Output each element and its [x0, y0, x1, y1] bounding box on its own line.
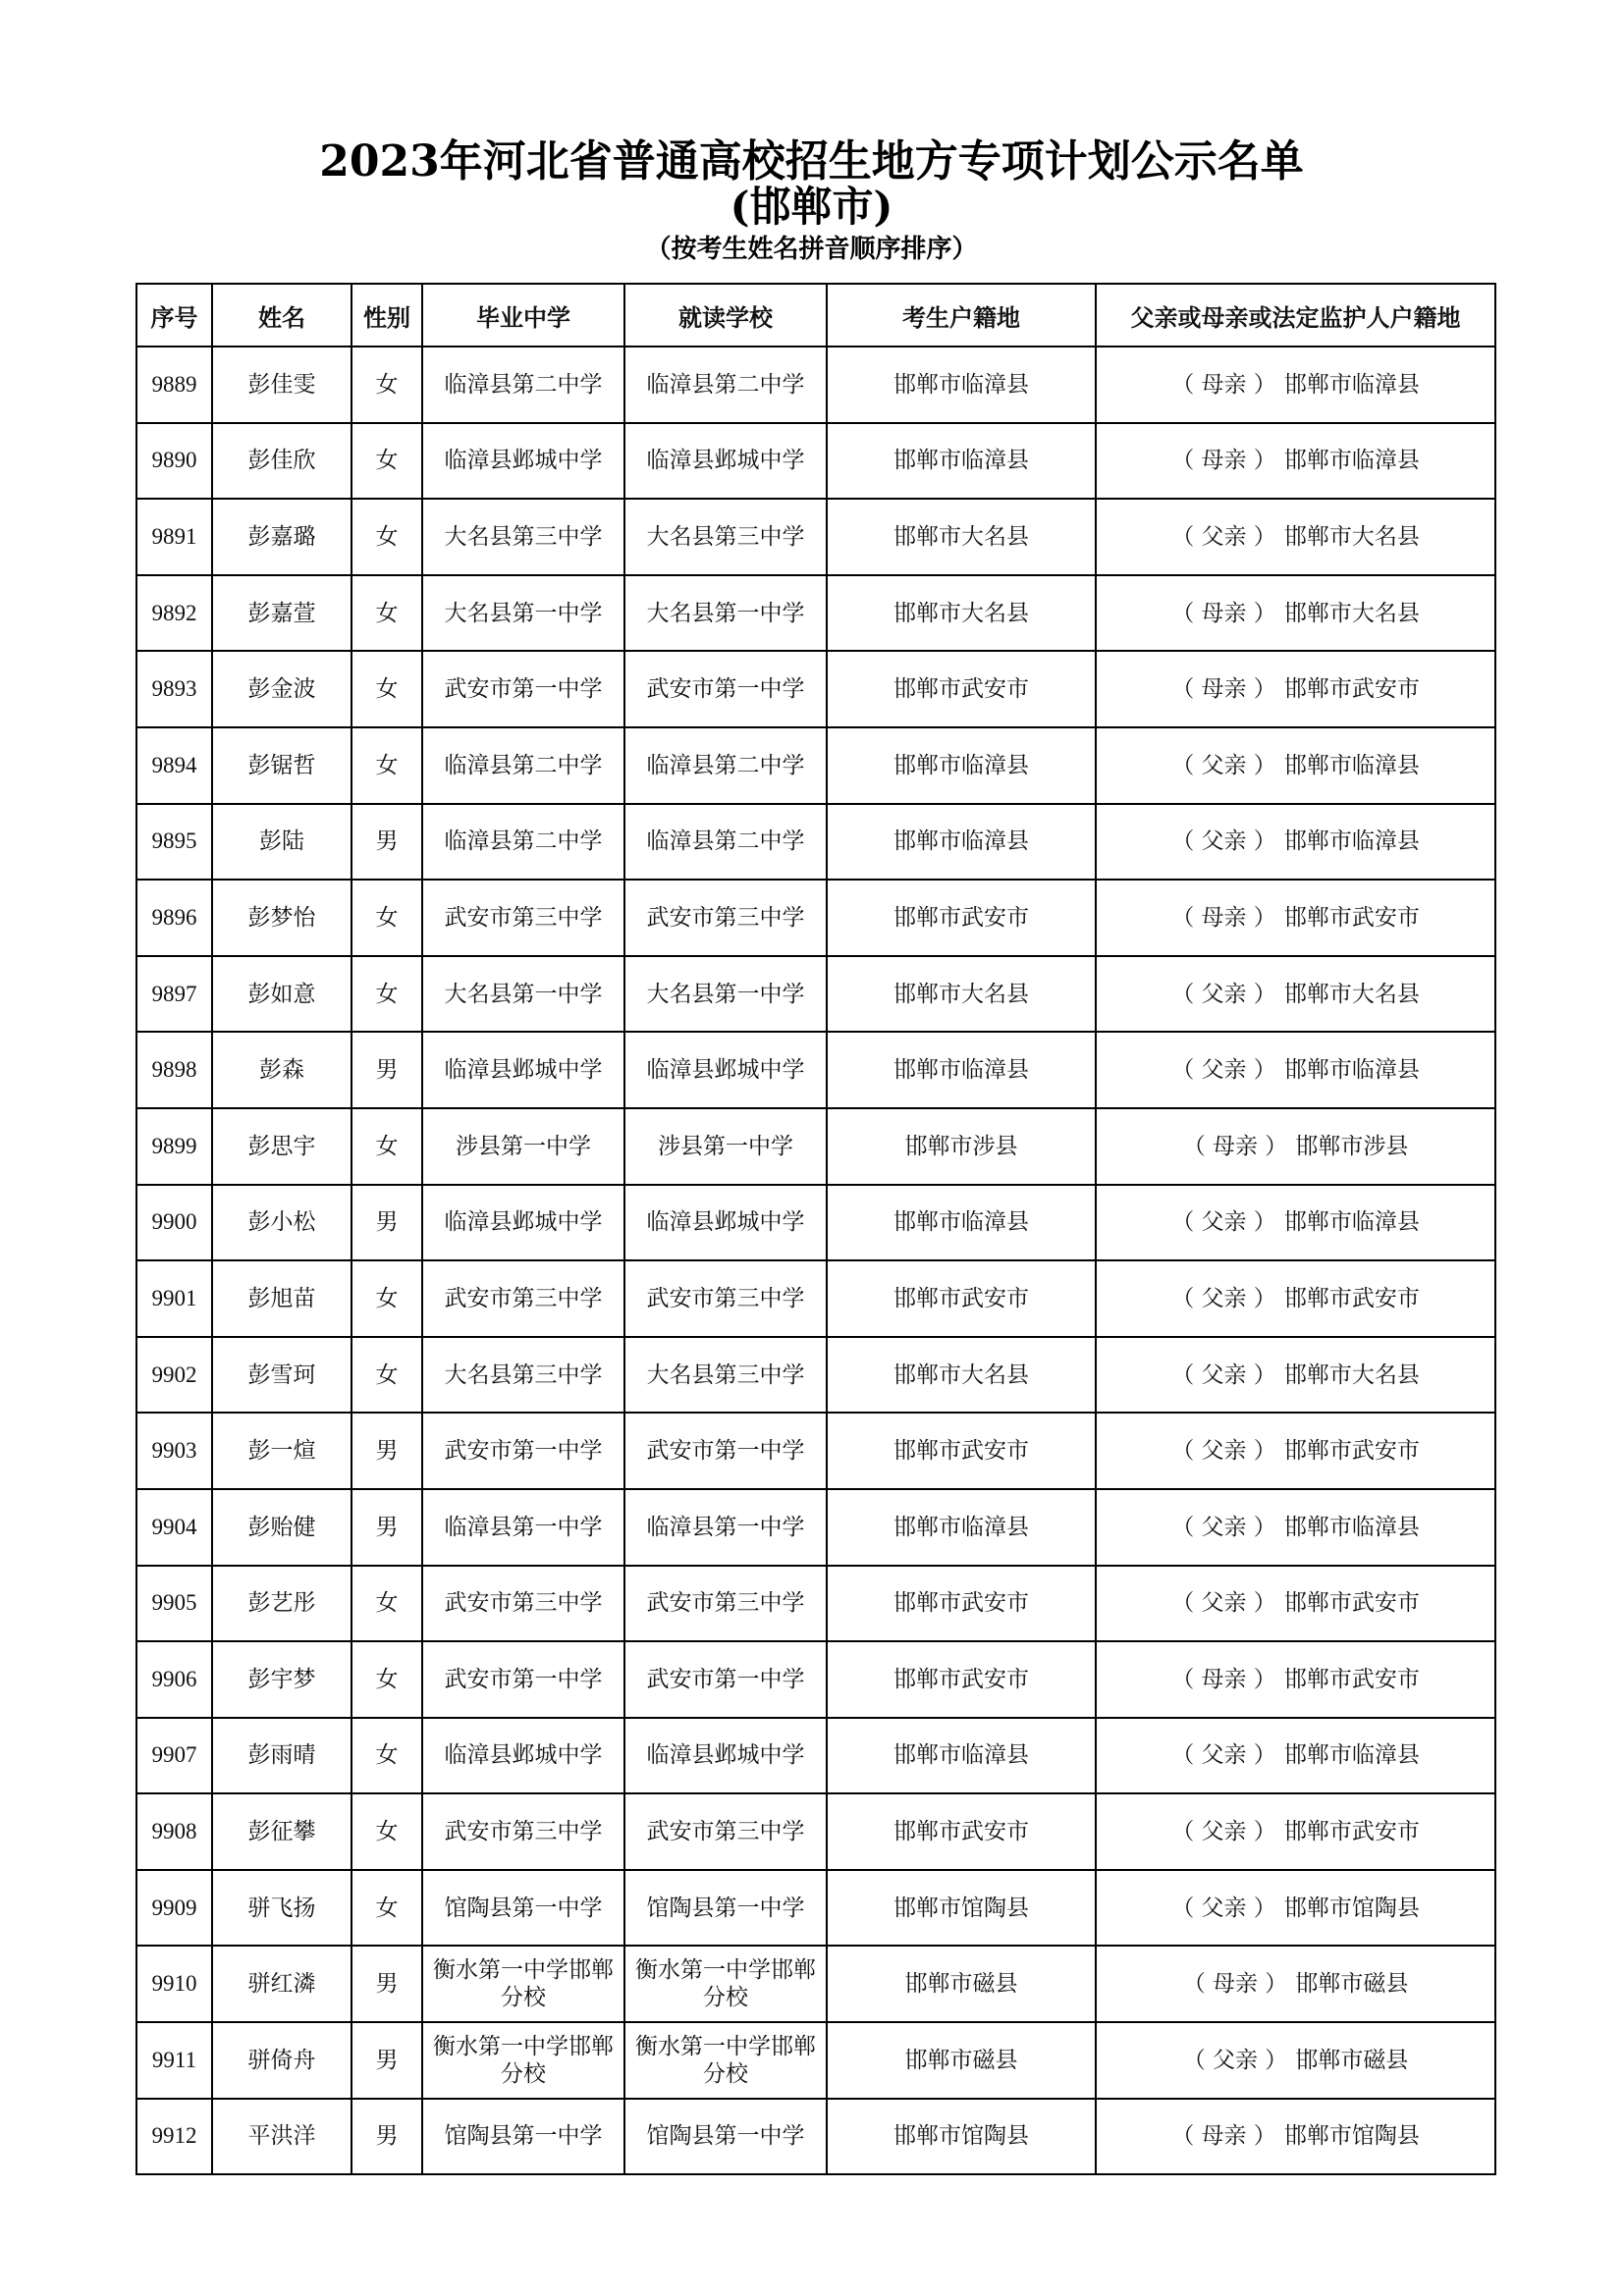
cell-serial: 9904: [136, 1489, 212, 1566]
cell-study-school: 武安市第三中学: [624, 1793, 827, 1870]
guardian-relation: （ 母亲 ）: [1171, 676, 1276, 702]
cell-study-school: 馆陶县第一中学: [624, 1870, 827, 1947]
cell-residence: 邯郸市武安市: [827, 1413, 1096, 1489]
cell-grad-school: 临漳县邺城中学: [422, 1032, 624, 1108]
cell-grad-school: 武安市第三中学: [422, 1793, 624, 1870]
cell-study-school: 武安市第三中学: [624, 1566, 827, 1642]
guardian-relation: （ 父亲 ）: [1171, 753, 1276, 778]
guardian-residence: 邯郸市武安市: [1283, 1590, 1420, 1617]
cell-study-school: 衡水第一中学邯郸分校: [624, 2022, 827, 2099]
cell-guardian-residence: [1096, 1185, 1495, 1261]
cell-residence: 邯郸市大名县: [827, 956, 1096, 1033]
cell-guardian-residence: [1096, 1566, 1495, 1642]
guardian-relation: （ 母亲 ）: [1171, 1667, 1276, 1692]
cell-gender: 男: [352, 1946, 422, 2022]
guardian-relation: （ 母亲 ）: [1171, 601, 1276, 626]
cell-guardian-residence: [1096, 1489, 1495, 1566]
roster-table: [135, 283, 1496, 2175]
cell-guardian-residence: [1096, 1793, 1495, 1870]
cell-gender: 女: [352, 1260, 422, 1337]
cell-residence: 邯郸市大名县: [827, 499, 1096, 575]
cell-residence: 邯郸市武安市: [827, 880, 1096, 956]
guardian-residence: 邯郸市武安市: [1283, 1285, 1420, 1311]
cell-serial: 9897: [136, 956, 212, 1033]
table-row: [136, 956, 1495, 1033]
guardian-residence: 邯郸市临漳县: [1283, 828, 1420, 855]
cell-residence: 邯郸市馆陶县: [827, 1870, 1096, 1947]
guardian-residence: 邯郸市馆陶县: [1283, 1895, 1420, 1921]
cell-gender: 女: [352, 347, 422, 423]
cell-gender: 男: [352, 2099, 422, 2175]
cell-serial: 9910: [136, 1946, 212, 2022]
cell-grad-school: 大名县第三中学: [422, 499, 624, 575]
cell-residence: 邯郸市涉县: [827, 1108, 1096, 1185]
cell-grad-school: 临漳县邺城中学: [422, 1718, 624, 1794]
guardian-relation: （ 父亲 ）: [1171, 1515, 1276, 1540]
cell-study-school: 大名县第一中学: [624, 575, 827, 652]
cell-name: 彭雪珂: [212, 1337, 352, 1414]
cell-gender: 男: [352, 2022, 422, 2099]
cell-name: 彭思宇: [212, 1108, 352, 1185]
guardian-residence: 邯郸市大名县: [1283, 523, 1420, 550]
document-subtitle: (邯郸市): [730, 183, 893, 231]
table-row: [136, 1260, 1495, 1337]
cell-serial: 9896: [136, 880, 212, 956]
cell-study-school: 涉县第一中学: [624, 1108, 827, 1185]
cell-name: 彭如意: [212, 956, 352, 1033]
cell-serial: 9895: [136, 804, 212, 881]
cell-residence: 邯郸市武安市: [827, 1793, 1096, 1870]
cell-name: 彭佳雯: [212, 347, 352, 423]
cell-guardian-residence: [1096, 956, 1495, 1033]
cell-serial: 9909: [136, 1870, 212, 1947]
header-guardian-residence: 父亲或母亲或法定监护人户籍地: [1096, 284, 1495, 347]
guardian-residence: 邯郸市磁县: [1295, 2047, 1409, 2073]
cell-gender: 男: [352, 804, 422, 881]
cell-name: 彭小松: [212, 1185, 352, 1261]
cell-guardian-residence: [1096, 1108, 1495, 1185]
table-row: [136, 1946, 1495, 2022]
cell-name: 彭嘉萱: [212, 575, 352, 652]
guardian-residence: 邯郸市大名县: [1283, 981, 1420, 1007]
sort-note: （按考生姓名拼音顺序排序）: [645, 235, 978, 264]
cell-serial: 9911: [136, 2022, 212, 2099]
cell-study-school: 大名县第三中学: [624, 499, 827, 575]
guardian-relation: （ 母亲 ）: [1171, 2123, 1276, 2149]
header-residence: 考生户籍地: [827, 284, 1096, 347]
cell-name: 彭嘉璐: [212, 499, 352, 575]
guardian-relation: （ 父亲 ）: [1171, 1057, 1276, 1083]
table-row: [136, 880, 1495, 956]
table-row: [136, 423, 1495, 500]
cell-grad-school: 大名县第三中学: [422, 1337, 624, 1414]
table-row: [136, 575, 1495, 652]
cell-residence: 邯郸市磁县: [827, 2022, 1096, 2099]
cell-serial: 9907: [136, 1718, 212, 1794]
cell-grad-school: 武安市第一中学: [422, 1641, 624, 1718]
cell-name: 彭贻健: [212, 1489, 352, 1566]
cell-serial: 9903: [136, 1413, 212, 1489]
cell-guardian-residence: [1096, 2022, 1495, 2099]
guardian-relation: （ 母亲 ）: [1171, 372, 1276, 398]
cell-name: 平洪洋: [212, 2099, 352, 2175]
document-title: 2023年河北省普通高校招生地方专项计划公示名单: [319, 136, 1304, 187]
cell-gender: 女: [352, 1337, 422, 1414]
table-row: [136, 1108, 1495, 1185]
guardian-residence: 邯郸市临漳县: [1283, 1742, 1420, 1769]
cell-guardian-residence: [1096, 1260, 1495, 1337]
guardian-relation: （ 父亲 ）: [1171, 1362, 1276, 1388]
cell-grad-school: 馆陶县第一中学: [422, 2099, 624, 2175]
cell-grad-school: 衡水第一中学邯郸分校: [422, 2022, 624, 2099]
cell-guardian-residence: [1096, 347, 1495, 423]
guardian-residence: 邯郸市武安市: [1283, 676, 1420, 703]
cell-name: 彭金波: [212, 651, 352, 727]
cell-residence: 邯郸市临漳县: [827, 423, 1096, 500]
guardian-relation: （ 母亲 ）: [1183, 1971, 1288, 1997]
guardian-residence: 邯郸市大名县: [1283, 600, 1420, 626]
cell-gender: 男: [352, 1032, 422, 1108]
cell-gender: 女: [352, 1641, 422, 1718]
cell-serial: 9891: [136, 499, 212, 575]
header-study-school: 就读学校: [624, 284, 827, 347]
cell-gender: 女: [352, 956, 422, 1033]
cell-guardian-residence: [1096, 804, 1495, 881]
guardian-residence: 邯郸市临漳县: [1283, 371, 1420, 398]
cell-gender: 女: [352, 423, 422, 500]
cell-name: 骈倚舟: [212, 2022, 352, 2099]
guardian-relation: （ 父亲 ）: [1183, 2048, 1288, 2073]
table-row: [136, 499, 1495, 575]
cell-residence: 邯郸市馆陶县: [827, 2099, 1096, 2175]
cell-study-school: 武安市第三中学: [624, 880, 827, 956]
cell-serial: 9905: [136, 1566, 212, 1642]
guardian-residence: 邯郸市涉县: [1295, 1133, 1409, 1159]
guardian-relation: （ 父亲 ）: [1171, 1286, 1276, 1311]
cell-serial: 9902: [136, 1337, 212, 1414]
cell-study-school: 大名县第一中学: [624, 956, 827, 1033]
cell-serial: 9912: [136, 2099, 212, 2175]
cell-study-school: 临漳县邺城中学: [624, 1032, 827, 1108]
guardian-residence: 邯郸市磁县: [1295, 1971, 1409, 1998]
guardian-residence: 邯郸市馆陶县: [1283, 2123, 1420, 2150]
cell-residence: 邯郸市武安市: [827, 1260, 1096, 1337]
cell-gender: 女: [352, 1793, 422, 1870]
cell-residence: 邯郸市临漳县: [827, 347, 1096, 423]
cell-guardian-residence: [1096, 880, 1495, 956]
guardian-relation: （ 父亲 ）: [1171, 1819, 1276, 1844]
cell-serial: 9890: [136, 423, 212, 500]
cell-study-school: 临漳县邺城中学: [624, 1718, 827, 1794]
cell-guardian-residence: [1096, 1870, 1495, 1947]
cell-name: 彭梦怡: [212, 880, 352, 956]
cell-guardian-residence: [1096, 727, 1495, 804]
cell-study-school: 临漳县邺城中学: [624, 423, 827, 500]
cell-grad-school: 武安市第三中学: [422, 1260, 624, 1337]
guardian-relation: （ 父亲 ）: [1171, 524, 1276, 550]
cell-name: 彭一煊: [212, 1413, 352, 1489]
guardian-relation: （ 母亲 ）: [1183, 1134, 1288, 1159]
table-header-row: [136, 284, 1495, 347]
cell-grad-school: 武安市第三中学: [422, 1566, 624, 1642]
header-grad-school: 毕业中学: [422, 284, 624, 347]
cell-gender: 女: [352, 575, 422, 652]
cell-study-school: 临漳县邺城中学: [624, 1185, 827, 1261]
cell-gender: 男: [352, 1185, 422, 1261]
cell-serial: 9892: [136, 575, 212, 652]
cell-name: 彭艺彤: [212, 1566, 352, 1642]
cell-grad-school: 武安市第一中学: [422, 651, 624, 727]
cell-serial: 9901: [136, 1260, 212, 1337]
cell-study-school: 临漳县第二中学: [624, 347, 827, 423]
cell-grad-school: 涉县第一中学: [422, 1108, 624, 1185]
cell-guardian-residence: [1096, 1641, 1495, 1718]
cell-residence: 邯郸市临漳县: [827, 1185, 1096, 1261]
cell-grad-school: 临漳县邺城中学: [422, 423, 624, 500]
guardian-residence: 邯郸市临漳县: [1283, 752, 1420, 778]
cell-residence: 邯郸市临漳县: [827, 804, 1096, 881]
cell-grad-school: 临漳县第一中学: [422, 1489, 624, 1566]
guardian-residence: 邯郸市武安市: [1283, 1438, 1420, 1465]
cell-serial: 9899: [136, 1108, 212, 1185]
cell-serial: 9898: [136, 1032, 212, 1108]
cell-guardian-residence: [1096, 1718, 1495, 1794]
cell-name: 彭征攀: [212, 1793, 352, 1870]
cell-gender: 女: [352, 1718, 422, 1794]
cell-name: 彭宇梦: [212, 1641, 352, 1718]
cell-study-school: 大名县第三中学: [624, 1337, 827, 1414]
cell-name: 骈红潾: [212, 1946, 352, 2022]
cell-study-school: 临漳县第二中学: [624, 727, 827, 804]
cell-guardian-residence: [1096, 499, 1495, 575]
cell-serial: 9900: [136, 1185, 212, 1261]
guardian-residence: 邯郸市临漳县: [1283, 448, 1420, 474]
table-row: [136, 1718, 1495, 1794]
cell-residence: 邯郸市武安市: [827, 1566, 1096, 1642]
cell-residence: 邯郸市大名县: [827, 575, 1096, 652]
cell-grad-school: 衡水第一中学邯郸分校: [422, 1946, 624, 2022]
table-row: [136, 727, 1495, 804]
cell-guardian-residence: [1096, 1032, 1495, 1108]
cell-residence: 邯郸市武安市: [827, 1641, 1096, 1718]
cell-residence: 邯郸市临漳县: [827, 1489, 1096, 1566]
guardian-residence: 邯郸市武安市: [1283, 1666, 1420, 1692]
cell-guardian-residence: [1096, 423, 1495, 500]
cell-study-school: 武安市第三中学: [624, 1260, 827, 1337]
table-row: [136, 1793, 1495, 1870]
guardian-relation: （ 母亲 ）: [1171, 448, 1276, 473]
table-row: [136, 1413, 1495, 1489]
cell-name: 彭森: [212, 1032, 352, 1108]
cell-study-school: 武安市第一中学: [624, 651, 827, 727]
guardian-relation: （ 父亲 ）: [1171, 1438, 1276, 1464]
cell-gender: 女: [352, 1870, 422, 1947]
guardian-relation: （ 父亲 ）: [1171, 1209, 1276, 1235]
cell-guardian-residence: [1096, 2099, 1495, 2175]
cell-grad-school: 武安市第一中学: [422, 1413, 624, 1489]
guardian-relation: （ 父亲 ）: [1171, 982, 1276, 1007]
table-row: [136, 2099, 1495, 2175]
cell-serial: 9889: [136, 347, 212, 423]
cell-guardian-residence: [1096, 1337, 1495, 1414]
header-name: 姓名: [212, 284, 352, 347]
cell-guardian-residence: [1096, 1413, 1495, 1489]
cell-name: 彭陆: [212, 804, 352, 881]
cell-grad-school: 临漳县第二中学: [422, 727, 624, 804]
table-row: [136, 2022, 1495, 2099]
guardian-residence: 邯郸市临漳县: [1283, 1514, 1420, 1540]
cell-grad-school: 临漳县第二中学: [422, 804, 624, 881]
table-row: [136, 1566, 1495, 1642]
cell-grad-school: 武安市第三中学: [422, 880, 624, 956]
cell-gender: 女: [352, 1108, 422, 1185]
table-body: [136, 347, 1495, 2174]
cell-name: 彭锯哲: [212, 727, 352, 804]
guardian-relation: （ 父亲 ）: [1171, 1590, 1276, 1616]
cell-grad-school: 大名县第一中学: [422, 956, 624, 1033]
cell-grad-school: 临漳县第二中学: [422, 347, 624, 423]
cell-gender: 女: [352, 880, 422, 956]
guardian-residence: 邯郸市武安市: [1283, 1819, 1420, 1845]
cell-residence: 邯郸市大名县: [827, 1337, 1096, 1414]
guardian-residence: 邯郸市大名县: [1283, 1362, 1420, 1388]
cell-guardian-residence: [1096, 1946, 1495, 2022]
cell-name: 彭雨晴: [212, 1718, 352, 1794]
table-row: [136, 1870, 1495, 1947]
cell-gender: 女: [352, 1566, 422, 1642]
guardian-relation: （ 父亲 ）: [1171, 1896, 1276, 1921]
cell-gender: 男: [352, 1413, 422, 1489]
table-row: [136, 651, 1495, 727]
guardian-relation: （ 父亲 ）: [1171, 828, 1276, 854]
cell-study-school: 武安市第一中学: [624, 1413, 827, 1489]
table-row: [136, 1032, 1495, 1108]
table-row: [136, 1641, 1495, 1718]
cell-name: 彭旭苗: [212, 1260, 352, 1337]
table-row: [136, 1185, 1495, 1261]
guardian-relation: （ 父亲 ）: [1171, 1742, 1276, 1768]
cell-name: 彭佳欣: [212, 423, 352, 500]
cell-gender: 女: [352, 727, 422, 804]
cell-residence: 邯郸市临漳县: [827, 1718, 1096, 1794]
cell-grad-school: 临漳县邺城中学: [422, 1185, 624, 1261]
cell-serial: 9906: [136, 1641, 212, 1718]
table-row: [136, 1489, 1495, 1566]
cell-serial: 9908: [136, 1793, 212, 1870]
cell-name: 骈飞扬: [212, 1870, 352, 1947]
guardian-residence: 邯郸市临漳县: [1283, 1057, 1420, 1084]
cell-residence: 邯郸市磁县: [827, 1946, 1096, 2022]
cell-gender: 女: [352, 499, 422, 575]
cell-grad-school: 大名县第一中学: [422, 575, 624, 652]
cell-study-school: 武安市第一中学: [624, 1641, 827, 1718]
cell-study-school: 衡水第一中学邯郸分校: [624, 1946, 827, 2022]
cell-serial: 9893: [136, 651, 212, 727]
cell-serial: 9894: [136, 727, 212, 804]
cell-study-school: 临漳县第二中学: [624, 804, 827, 881]
cell-study-school: 临漳县第一中学: [624, 1489, 827, 1566]
cell-guardian-residence: [1096, 575, 1495, 652]
cell-guardian-residence: [1096, 651, 1495, 727]
table-row: [136, 804, 1495, 881]
cell-residence: 邯郸市临漳县: [827, 727, 1096, 804]
header-serial: 序号: [136, 284, 212, 347]
guardian-residence: 邯郸市临漳县: [1283, 1209, 1420, 1236]
cell-grad-school: 馆陶县第一中学: [422, 1870, 624, 1947]
table-row: [136, 347, 1495, 423]
cell-gender: 男: [352, 1489, 422, 1566]
cell-gender: 女: [352, 651, 422, 727]
cell-residence: 邯郸市武安市: [827, 651, 1096, 727]
cell-residence: 邯郸市临漳县: [827, 1032, 1096, 1108]
table-row: [136, 1337, 1495, 1414]
guardian-relation: （ 母亲 ）: [1171, 905, 1276, 931]
header-gender: 性别: [352, 284, 422, 347]
cell-study-school: 馆陶县第一中学: [624, 2099, 827, 2175]
guardian-residence: 邯郸市武安市: [1283, 904, 1420, 931]
